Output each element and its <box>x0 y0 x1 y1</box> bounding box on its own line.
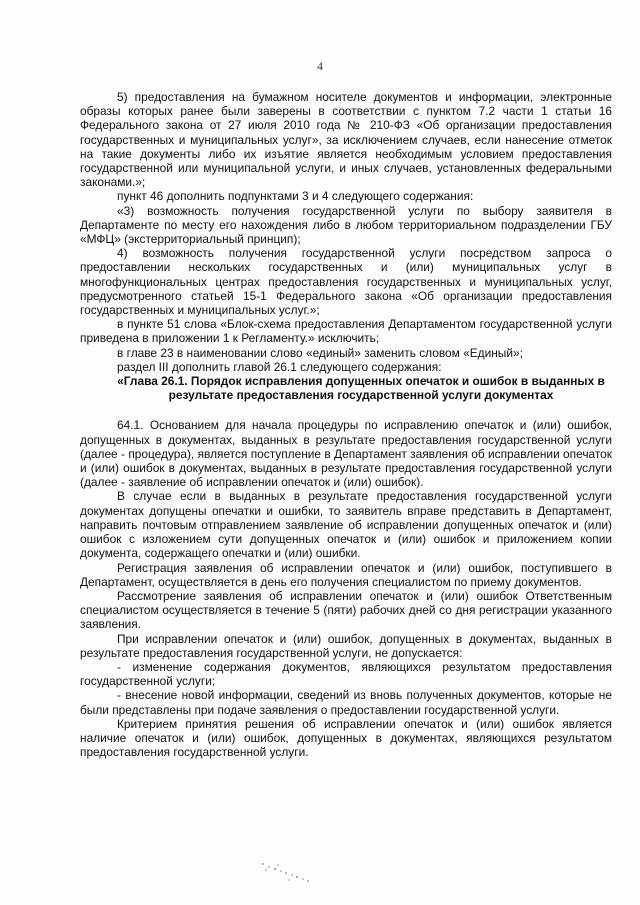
paragraph: Рассмотрение заявления об исправлении опечаток и (или) ошибок Ответственным специалистом осуществляется в течение 5 (пяти) рабочих дней со дня регистрации указанного заявления. <box>80 588 612 632</box>
paragraph: Критерием принятия решения об исправлении опечаток и (или) ошибок является наличие опечаток и (или) ошибок, допущенных в документах, являющихся результатом предоставления государственной услуги. <box>80 716 612 760</box>
paragraph: в главе 23 в наименовании слово «единый» заменить словом «Единый»; <box>117 345 523 360</box>
paragraph: В случае если в выданных в результате предоставления государственной услуги документах допущены опечатки и ошибки, то заявитель вправе представить в Департамент, направить почтовым отправлением заявление об исправлении допущенных опечаток и (или) ошибок с изложением сути допущенных опечаток и (или) ошибок и приложением копии документа, содержащего опечатки и (или) ошибки. <box>80 489 612 561</box>
paragraph: раздел III дополнить главой 26.1 следующего содержания: <box>117 359 442 374</box>
paragraph: - изменение содержания документов, являющихся результатом предоставления государственной услуги; <box>80 659 612 689</box>
paragraph: в пункте 51 слова «Блок-схема предоставления Департаментом государственной услуги приведена в приложении 1 к Регламенту.» исключить; <box>80 317 612 346</box>
paragraph: 5) предоставления на бумажном носителе документов и информации, электронные образы которых ранее были заверены в соответствии с пунктом 7.2 части 1 статьи 16 Федерального закона от 27 июля 2010 года № 210-ФЗ «Об организации предоставления государственных и муниципальных услуг», за исключением случаев, если нанесение отметок на такие документы либо их изъятие является необходимым условием предоставления государственной или муниципальной услуги, и иных случаев, установленных федеральными законами.»; <box>80 90 612 190</box>
paragraph: - внесение новой информации, сведений из вновь полученных документов, которые не были представлены при подаче заявления о предоставлении государственной услуги. <box>80 688 612 717</box>
section-spacer <box>80 402 612 418</box>
page-number: 4 <box>317 59 323 73</box>
document-body <box>80 90 612 759</box>
scan-artifact-mark <box>255 858 325 888</box>
paragraph: пункт 46 дополнить подпунктами 3 и 4 следующего содержания: <box>117 189 474 204</box>
paragraph: Регистрация заявления об исправлении опечаток и (или) ошибок, поступившего в Департамент, осуществляется в день его получения специалистом по приему документов. <box>80 560 612 589</box>
paragraph: 64.1. Основанием для начала процедуры по исправлению опечаток и (или) ошибок, допущенных в документах, выданных в результате предоставления государственной услуги (далее - процедура), является поступление в Департамент заявления об исправлении опечаток и (или) ошибок в документах, выданных в результате предоставления государственной услуги (далее - заявление об исправлении опечаток и (или) ошибок). <box>80 418 612 490</box>
chapter-heading: «Глава 26.1. Порядок исправления допущенных опечаток и ошибок в выданных в результате предоставления государственной услуги документах <box>117 374 605 403</box>
paragraph: «3) возможность получения государственной услуги по выбору заявителя в Департаменте по месту его нахождения либо в любом территориальном подразделении ГБУ «МФЦ» (экстерриториальный принцип); <box>80 203 612 247</box>
paragraph: 4) возможность получения государственной услуги посредством запроса о предоставлении нескольких государственных и (или) муниципальных услуг в многофункциональных центрах предоставления государственных и муниципальных услуг, предусмотренного статьей 15-1 Федерального закона «Об организации предоставления государственных и муниципальных услуг.»; <box>80 246 612 318</box>
paragraph: При исправлении опечаток и (или) ошибок, допущенных в документах, выданных в результате предоставления государственной услуги, не допускается: <box>80 631 612 660</box>
